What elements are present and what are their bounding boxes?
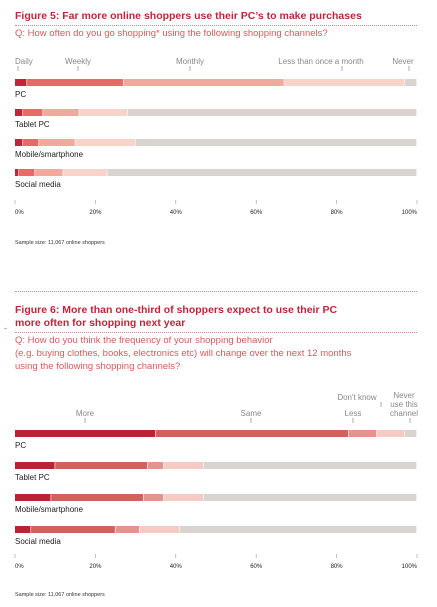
legend-label-more: More: [75, 409, 95, 418]
bar-social-media-more: [15, 526, 30, 533]
x-tick-label: 80%: [330, 210, 343, 216]
legend-label-never-use-this-channel: Never: [393, 391, 415, 400]
legend-label-never-use-this-channel: channel: [389, 409, 419, 418]
bar-pc-monthly: [124, 79, 284, 86]
bar-social-media-less: [116, 526, 140, 533]
bar-social-media-don-t-know: [140, 526, 180, 533]
bar-tablet-pc-monthly: [43, 109, 79, 116]
bar-pc-same: [156, 430, 348, 437]
figure6-question-line1: Q: How do you think the frequency of your shopping behavior: [15, 335, 273, 346]
figure5-sample-size: Sample size: 11,067 online shoppers: [15, 240, 105, 246]
figure5-title-rule: [15, 25, 417, 26]
x-tick-label: 20%: [89, 210, 102, 216]
bar-mobile-smartphone-more: [15, 494, 51, 501]
bar-mobile-smartphone-monthly: [39, 139, 75, 146]
bar-pc-less-than-once-a-month: [284, 79, 404, 86]
legend-label-less: Less: [344, 409, 362, 418]
category-label-social-media: Social media: [15, 180, 61, 189]
bar-tablet-pc-more: [15, 462, 55, 469]
figure5-question: Q: How often do you go shopping* using the following shopping channels?: [15, 28, 328, 39]
bar-pc-weekly: [27, 79, 123, 86]
x-tick-label: 0%: [15, 564, 24, 570]
bar-pc-never: [405, 79, 416, 86]
bar-mobile-smartphone-never-use-this-channel: [204, 494, 416, 501]
bar-mobile-smartphone-never: [136, 139, 417, 146]
bar-mobile-smartphone-daily: [15, 139, 22, 146]
bar-mobile-smartphone-less: [144, 494, 164, 501]
figure5-chart: [0, 52, 437, 222]
x-tick-label: 80%: [330, 564, 343, 570]
legend-label-less-than-once-a-month: Less than once a month: [278, 57, 364, 66]
bar-tablet-pc-less-than-once-a-month: [79, 109, 127, 116]
bar-pc-never-use-this-channel: [405, 430, 416, 437]
legend-label-monthly: Monthly: [175, 57, 205, 66]
legend-label-never-use-this-channel: use this: [390, 400, 418, 409]
bar-social-media-less-than-once-a-month: [63, 169, 107, 176]
bar-social-media-same: [31, 526, 115, 533]
x-tick-label: 60%: [250, 564, 263, 570]
bar-mobile-smartphone-don-t-know: [164, 494, 204, 501]
legend-label-daily: Daily: [15, 57, 33, 66]
category-label-social-media: Social media: [15, 537, 61, 546]
x-tick-label: 60%: [250, 210, 263, 216]
figure6-chart: [0, 388, 437, 578]
figure6-title-line1: Figure 6: More than one-third of shoppers expect to use their PC: [15, 304, 338, 316]
bar-pc-daily: [15, 79, 26, 86]
bar-mobile-smartphone-same: [51, 494, 143, 501]
legend-label-same: Same: [240, 409, 262, 418]
bar-tablet-pc-less: [148, 462, 163, 469]
category-label-tablet-pc: Tablet PC: [15, 120, 50, 129]
x-tick-label: 40%: [169, 564, 182, 570]
bar-social-media-weekly: [19, 169, 34, 176]
bar-tablet-pc-don-t-know: [164, 462, 204, 469]
bar-mobile-smartphone-less-than-once-a-month: [75, 139, 135, 146]
figure6-question-line3: using the following shopping channels?: [15, 361, 181, 372]
bar-tablet-pc-never: [128, 109, 417, 116]
legend-label-weekly: Weekly: [64, 57, 92, 66]
margin-mark: -: [4, 323, 7, 333]
bar-tablet-pc-daily: [15, 109, 22, 116]
category-label-mobile-smartphone: Mobile/smartphone: [15, 150, 84, 159]
x-tick-label: 40%: [169, 210, 182, 216]
x-tick-label: 0%: [15, 210, 24, 216]
bar-pc-less: [349, 430, 377, 437]
figure6-title-rule: [15, 332, 417, 333]
category-label-pc: PC: [15, 441, 27, 450]
bar-social-media-monthly: [35, 169, 63, 176]
x-tick-label: 20%: [89, 564, 102, 570]
bar-pc-more: [15, 430, 155, 437]
legend-label-never: Never: [392, 57, 414, 66]
bar-tablet-pc-never-use-this-channel: [204, 462, 416, 469]
category-label-mobile-smartphone: Mobile/smartphone: [15, 505, 84, 514]
x-tick-label: 100%: [401, 564, 417, 570]
bar-pc-don-t-know: [377, 430, 405, 437]
figure6-question-line2: (e.g. buying clothes, books, electronics etc) will change over the next 12 months: [15, 348, 352, 359]
category-label-pc: PC: [15, 90, 27, 99]
figures-separator: [15, 291, 417, 292]
figure6-title-line2: more often for shopping next year: [15, 317, 186, 329]
bar-mobile-smartphone-weekly: [23, 139, 38, 146]
bar-tablet-pc-weekly: [23, 109, 43, 116]
category-label-tablet-pc: Tablet PC: [15, 473, 50, 482]
bar-social-media-never: [107, 169, 416, 176]
legend-label-don-t-know: Don't know: [337, 393, 377, 402]
bar-social-media-daily: [15, 169, 18, 176]
bar-social-media-never-use-this-channel: [180, 526, 417, 533]
bar-tablet-pc-same: [55, 462, 147, 469]
figure6-sample-size: Sample size: 11,067 online shoppers: [15, 592, 105, 598]
x-tick-label: 100%: [401, 210, 417, 216]
figure5-title: Figure 5: Far more online shoppers use their PC’s to make purchases: [15, 10, 362, 22]
